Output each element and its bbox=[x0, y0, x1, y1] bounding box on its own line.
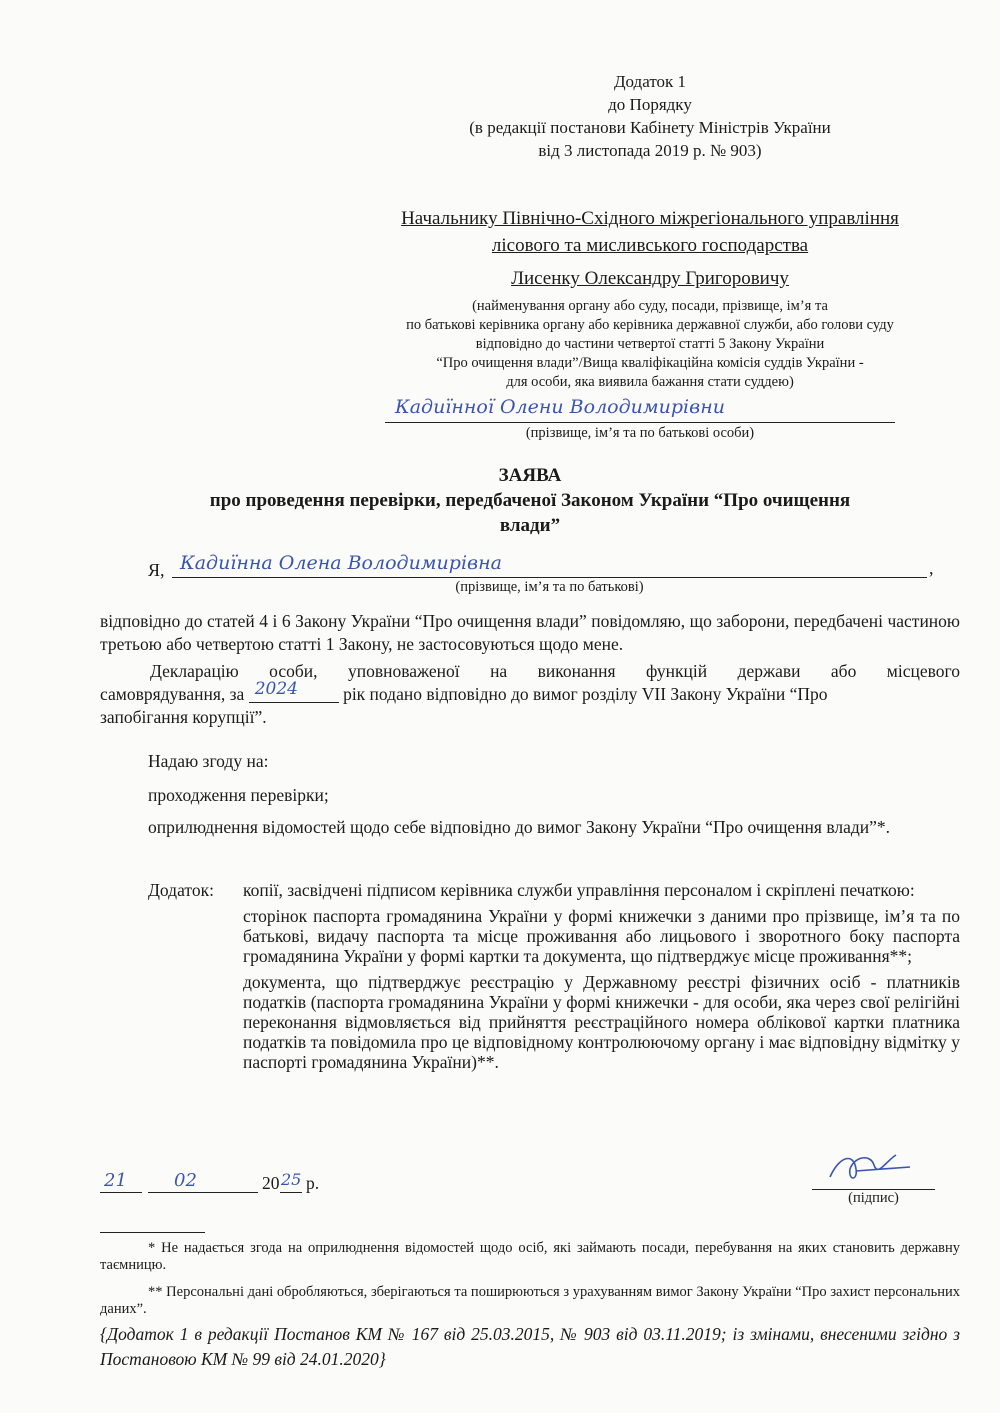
attachments-list bbox=[243, 880, 960, 1072]
declaration-line2 bbox=[100, 679, 960, 706]
addressee-block bbox=[320, 205, 980, 292]
footnote-divider bbox=[100, 1232, 205, 1233]
attachments-label: Додаток: bbox=[148, 880, 214, 900]
footnote-1: * Не надається згода на оприлюднення відомостей щодо осіб, які займають посади, перебування на яких становить державну таємницю. bbox=[100, 1240, 960, 1273]
addressee-hint-line: по батькові керівника органу або керівника державної служби, або голови суду bbox=[406, 317, 894, 333]
signature-hint: (підпис) bbox=[848, 1190, 899, 1206]
footnote-2: ** Персональні дані обробляються, зберігаються та поширюються з урахуванням вимог Закону України “Про захист персональних даних”. bbox=[100, 1284, 960, 1317]
title-main: ЗАЯВА bbox=[498, 465, 562, 486]
signature-line bbox=[812, 1163, 935, 1190]
consent-item1: проходження перевірки; bbox=[148, 785, 329, 805]
addressee-hint-line: (найменування органу або суду, посади, прізвище, ім’я та bbox=[472, 298, 828, 314]
addressee-hint-line: відповідно до частини четвертої статті 5 Закону України bbox=[475, 336, 825, 352]
addressee-name: Лисенку Олександру Григоровичу bbox=[511, 268, 789, 289]
addressee-hint-line: для особи, яка виявила бажання стати суддею) bbox=[506, 374, 794, 390]
addressee-line1: Начальнику Північно-Східного міжрегіонального управління bbox=[401, 208, 899, 229]
date-row bbox=[100, 1172, 340, 1194]
name-handwritten: Кадиїнна Олена Володимирівна bbox=[180, 552, 502, 574]
date-year-unit: р. bbox=[306, 1173, 320, 1193]
date-year-suffix: 25 bbox=[281, 1170, 302, 1189]
document-title bbox=[100, 463, 960, 538]
consent-label: Надаю згоду на: bbox=[148, 751, 269, 771]
name-line bbox=[172, 552, 927, 578]
declaration-line3: запобігання корупції”. bbox=[100, 707, 267, 727]
signature-mark bbox=[826, 1147, 916, 1187]
declaration-year-handwritten: 2024 bbox=[254, 679, 298, 699]
attachment-item: документа, що підтверджує реєстрацію у Державному реєстрі фізичних осіб - платників податків (паспорта громадянина України у формі книжечки - для особи, яка через свої релігійні переконання відмовляється від прийняття реєстраційного номера облікової картки платника податків та повідомила про це відповідному контролюючому органу і має відповідну відмітку у паспорті громадянина України)**. bbox=[243, 972, 960, 1072]
date-day: 21 bbox=[104, 1170, 127, 1191]
name-comma: , bbox=[929, 558, 934, 578]
date-year-prefix: 20 bbox=[262, 1173, 280, 1193]
name-hint: (прізвище, ім’я та по батькові) bbox=[455, 579, 644, 595]
declaration-part-a: самоврядування, за bbox=[100, 684, 245, 704]
title-sub2: влади” bbox=[499, 515, 561, 536]
addressee-line2: лісового та мисливського господарства bbox=[491, 235, 809, 256]
title-sub1: про проведення перевірки, передбаченої Законом України “Про очищення bbox=[209, 490, 851, 511]
date-month: 02 bbox=[174, 1170, 197, 1191]
sender-hint: (прізвище, ім’я та по батькові особи) bbox=[525, 425, 755, 441]
date-month-field bbox=[148, 1172, 258, 1193]
appendix-date: від 3 листопада 2019 р. № 903) bbox=[538, 141, 762, 160]
edition-note: {Додаток 1 в редакції Постанов КМ № 167 від 25.03.2015, № 903 від 03.11.2019; із змінами, внесеними згідно з Постановою КМ № 99 від 24.01.2020} bbox=[100, 1324, 960, 1369]
declaration-paragraph bbox=[100, 660, 960, 729]
date-year-field bbox=[280, 1172, 302, 1193]
appendix-order: до Порядку bbox=[608, 95, 692, 114]
sender-handwritten: Кадиїнної Олени Володимирівни bbox=[395, 396, 725, 418]
declaration-year-field bbox=[249, 679, 339, 703]
date-day-field bbox=[100, 1172, 142, 1193]
appendix-number: Додаток 1 bbox=[613, 72, 687, 91]
sender-line bbox=[385, 396, 895, 423]
declaration-part-b: рік подано відповідно до вимог розділу VII Закону України “Про bbox=[343, 684, 828, 704]
attachment-item: копії, засвідчені підписом керівника служби управління персоналом і скріплені печаткою: bbox=[243, 880, 915, 900]
attachment-item: сторінок паспорта громадянина України у формі книжечки з даними про прізвище, ім’я та по батькові, видачу паспорта та місце проживання або лицьового і зворотного боку паспорта громадянина України у формі картки та документа, що підтверджує місце проживання**; bbox=[243, 906, 960, 966]
addressee-hint bbox=[320, 297, 980, 392]
appendix-header bbox=[420, 70, 880, 162]
consent-item2: оприлюднення відомостей щодо себе відповідно до вимог Закону України “Про очищення влади”*. bbox=[148, 817, 891, 837]
appendix-edition: (в редакції постанови Кабінету Міністрів України bbox=[469, 118, 831, 137]
addressee-hint-line: “Про очищення влади”/Вища кваліфікаційна комісія суддів України - bbox=[436, 355, 864, 371]
statement-paragraph: відповідно до статей 4 і 6 Закону України “Про очищення влади” повідомляю, що заборони, передбачені частиною третьою або четвертою статті 1 Закону, не застосовуються щодо мене. bbox=[100, 611, 960, 654]
declaration-line1: Декларацію особи, уповноваженої на виконання функцій держави або місцевого bbox=[150, 661, 960, 681]
i-label: Я, bbox=[148, 560, 165, 580]
